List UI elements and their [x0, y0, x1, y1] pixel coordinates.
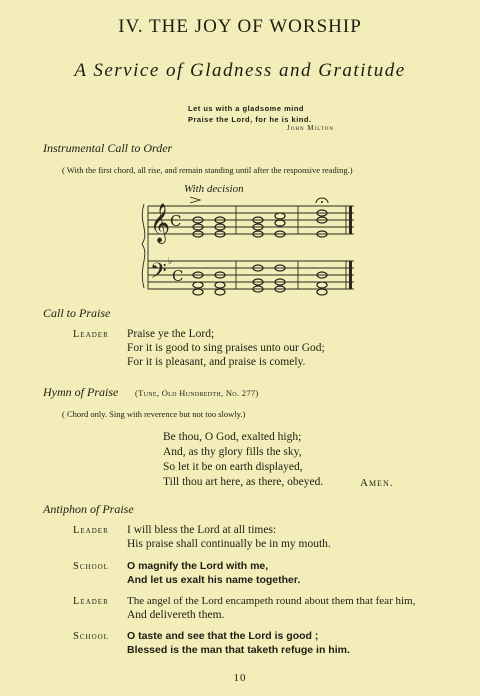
instrumental-instruction: ( With the first chord, all rise, and remain standing until after the responsive reading.) — [62, 165, 353, 175]
brace-mark — [142, 204, 145, 288]
antiphon-line: Blessed is the man that taketh refuge in him. — [127, 644, 350, 656]
epigraph-attribution: John Milton — [287, 124, 334, 132]
call-line-2: For it is good to sing praises unto our God; — [127, 342, 325, 354]
tempo-marking: With decision — [184, 183, 244, 195]
antiphon-line: I will bless the Lord at all times: — [127, 524, 277, 536]
music-score — [140, 192, 360, 296]
page-number: 10 — [233, 672, 247, 684]
speaker-label: School — [73, 561, 109, 572]
svg-text:♭: ♭ — [168, 257, 173, 267]
antiphon-line: The angel of the Lord encampeth round about them that fear him, — [127, 595, 416, 607]
page-title: IV. THE JOY OF WORSHIP — [118, 16, 362, 37]
page-subtitle: A Service of Gladness and Gratitude — [74, 60, 406, 81]
antiphon-line: O magnify the Lord with me, — [127, 560, 269, 572]
bass-clef-icon: 𝄢 — [150, 259, 167, 289]
hymn-line-4: Till thou art here, as there, obeyed. — [163, 476, 324, 488]
hymn-tune: (Tune, Old Hundredth, No. 277) — [135, 388, 259, 398]
speaker-label: School — [73, 631, 109, 642]
hymn-line-2: And, as thy glory fills the sky, — [163, 446, 302, 458]
amen-label: Amen. — [360, 477, 394, 489]
call-line-3: For it is pleasant, and praise is comely. — [127, 356, 306, 368]
epigraph-line-1: Let us with a gladsome mind — [188, 104, 305, 113]
antiphon-heading: Antiphon of Praise — [43, 502, 134, 516]
svg-text:C: C — [172, 267, 184, 285]
epigraph-line-2: Praise the Lord, for he is kind. — [188, 115, 312, 124]
hymn-heading: Hymn of Praise — [43, 385, 119, 399]
call-to-praise-heading: Call to Praise — [43, 306, 111, 320]
speaker-label: Leader — [73, 525, 109, 536]
svg-text:C: C — [170, 212, 182, 230]
hymn-line-3: So let it be on earth displayed, — [163, 461, 303, 473]
speaker-label: Leader — [73, 329, 109, 340]
call-line-1: Praise ye the Lord; — [127, 328, 215, 340]
instrumental-heading: Instrumental Call to Order — [43, 141, 173, 155]
antiphon-line: And delivereth them. — [127, 609, 225, 621]
antiphon-line: O taste and see that the Lord is good ; — [127, 630, 319, 642]
speaker-label: Leader — [73, 596, 109, 607]
antiphon-line: His praise shall continually be in my mouth. — [127, 538, 331, 550]
treble-clef-icon: 𝄞 — [150, 203, 171, 243]
antiphon-line: And let us exalt his name together. — [127, 574, 301, 586]
hymn-line-1: Be thou, O God, exalted high; — [163, 431, 302, 443]
hymn-instruction: ( Chord only. Sing with reverence but not too slowly.) — [62, 409, 246, 419]
